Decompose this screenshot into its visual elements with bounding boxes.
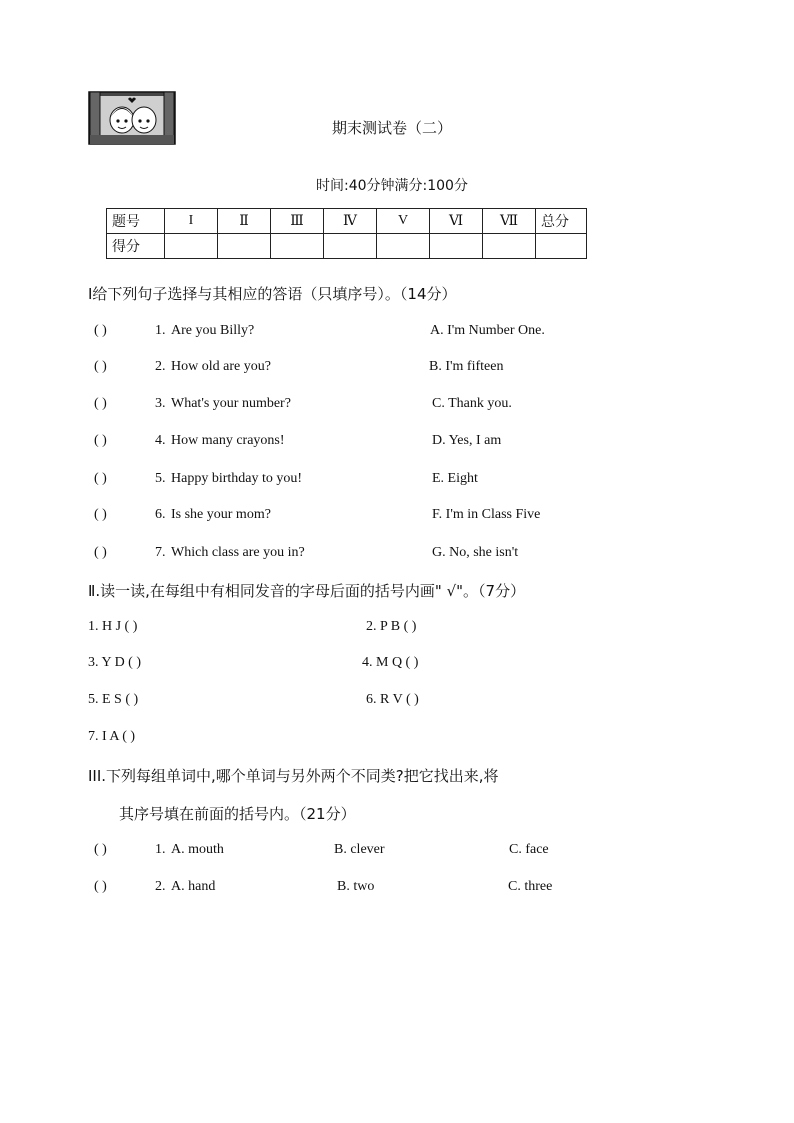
question-text: Are you Billy?: [171, 323, 255, 338]
score-cell[interactable]: [218, 234, 271, 259]
section3-heading-continued: 其序号填在前面的括号内。（21分）: [119, 805, 356, 823]
answer-blank[interactable]: ( ): [94, 433, 107, 448]
score-label-cell: 得分: [107, 234, 165, 259]
question-number: 4.: [155, 433, 166, 448]
window-children-logo: [88, 90, 176, 146]
word-option-c: C. face: [509, 842, 549, 857]
section2-heading: Ⅱ.读一读,在每组中有相同发音的字母后面的括号内画" √"。（7分）: [88, 582, 526, 600]
letter-group[interactable]: 3. Y D ( ): [88, 655, 142, 670]
score-table: [106, 208, 587, 259]
column-1: I: [165, 209, 218, 234]
letter-group[interactable]: 7. I A ( ): [88, 729, 136, 744]
time-score-info: 时间:40分钟满分:100分: [316, 178, 468, 194]
letter-group[interactable]: 5. E S ( ): [88, 692, 139, 707]
column-2: Ⅱ: [218, 209, 271, 234]
answer-blank[interactable]: ( ): [94, 323, 107, 338]
section1-heading: Ⅰ给下列句子选择与其相应的答语（只填序号）。（14分）: [88, 285, 457, 303]
answer-option: G. No, she isn't: [432, 545, 519, 560]
question-text: Happy birthday to you!: [171, 471, 303, 486]
question-text: Is she your mom?: [171, 507, 271, 522]
question-number: 6.: [155, 507, 166, 522]
header-label-cell: 题号: [107, 209, 165, 234]
answer-blank[interactable]: ( ): [94, 842, 107, 857]
column-5: V: [377, 209, 430, 234]
question-number: 3.: [155, 396, 166, 411]
answer-blank[interactable]: ( ): [94, 471, 107, 486]
score-cell[interactable]: [165, 234, 218, 259]
answer-blank[interactable]: ( ): [94, 396, 107, 411]
question-text: What's your number?: [171, 396, 291, 411]
word-option-b: B. clever: [334, 842, 385, 857]
answer-option: B. I'm fifteen: [429, 359, 504, 374]
answer-option: C. Thank you.: [432, 396, 512, 411]
score-cell[interactable]: [430, 234, 483, 259]
question-number: 1.: [155, 323, 166, 338]
question-number: 1.: [155, 842, 166, 857]
letter-group[interactable]: 1. H J ( ): [88, 619, 138, 634]
score-table-score-row: [107, 234, 587, 259]
letter-group[interactable]: 6. R V ( ): [366, 692, 419, 707]
question-number: 7.: [155, 545, 166, 560]
answer-blank[interactable]: ( ): [94, 507, 107, 522]
score-cell[interactable]: [377, 234, 430, 259]
score-cell[interactable]: [536, 234, 587, 259]
score-cell[interactable]: [483, 234, 536, 259]
score-cell[interactable]: [271, 234, 324, 259]
section3-heading: III.下列每组单词中,哪个单词与另外两个不同类?把它找出来,将: [88, 767, 499, 785]
answer-option: F. I'm in Class Five: [432, 507, 541, 522]
question-text: How many crayons!: [171, 433, 285, 448]
score-table-header-row: [107, 209, 587, 234]
answer-blank[interactable]: ( ): [94, 545, 107, 560]
column-3: Ⅲ: [271, 209, 324, 234]
word-option-a: A. hand: [171, 879, 216, 894]
answer-blank[interactable]: ( ): [94, 359, 107, 374]
letter-group[interactable]: 4. M Q ( ): [362, 655, 419, 670]
total-column: 总分: [536, 209, 587, 234]
word-option-b: B. two: [337, 879, 375, 894]
column-7: Ⅶ: [483, 209, 536, 234]
answer-option: E. Eight: [432, 471, 478, 486]
answer-option: A. I'm Number One.: [430, 323, 545, 338]
question-text: How old are you?: [171, 359, 271, 374]
question-number: 2.: [155, 359, 166, 374]
word-option-c: C. three: [508, 879, 553, 894]
answer-blank[interactable]: ( ): [94, 879, 107, 894]
question-number: 5.: [155, 471, 166, 486]
column-6: Ⅵ: [430, 209, 483, 234]
answer-option: D. Yes, I am: [432, 433, 502, 448]
question-number: 2.: [155, 879, 166, 894]
page-title: 期末测试卷（二）: [332, 119, 453, 137]
question-text: Which class are you in?: [171, 545, 305, 560]
score-cell[interactable]: [324, 234, 377, 259]
column-4: Ⅳ: [324, 209, 377, 234]
word-option-a: A. mouth: [171, 842, 224, 857]
letter-group[interactable]: 2. P B ( ): [366, 619, 417, 634]
